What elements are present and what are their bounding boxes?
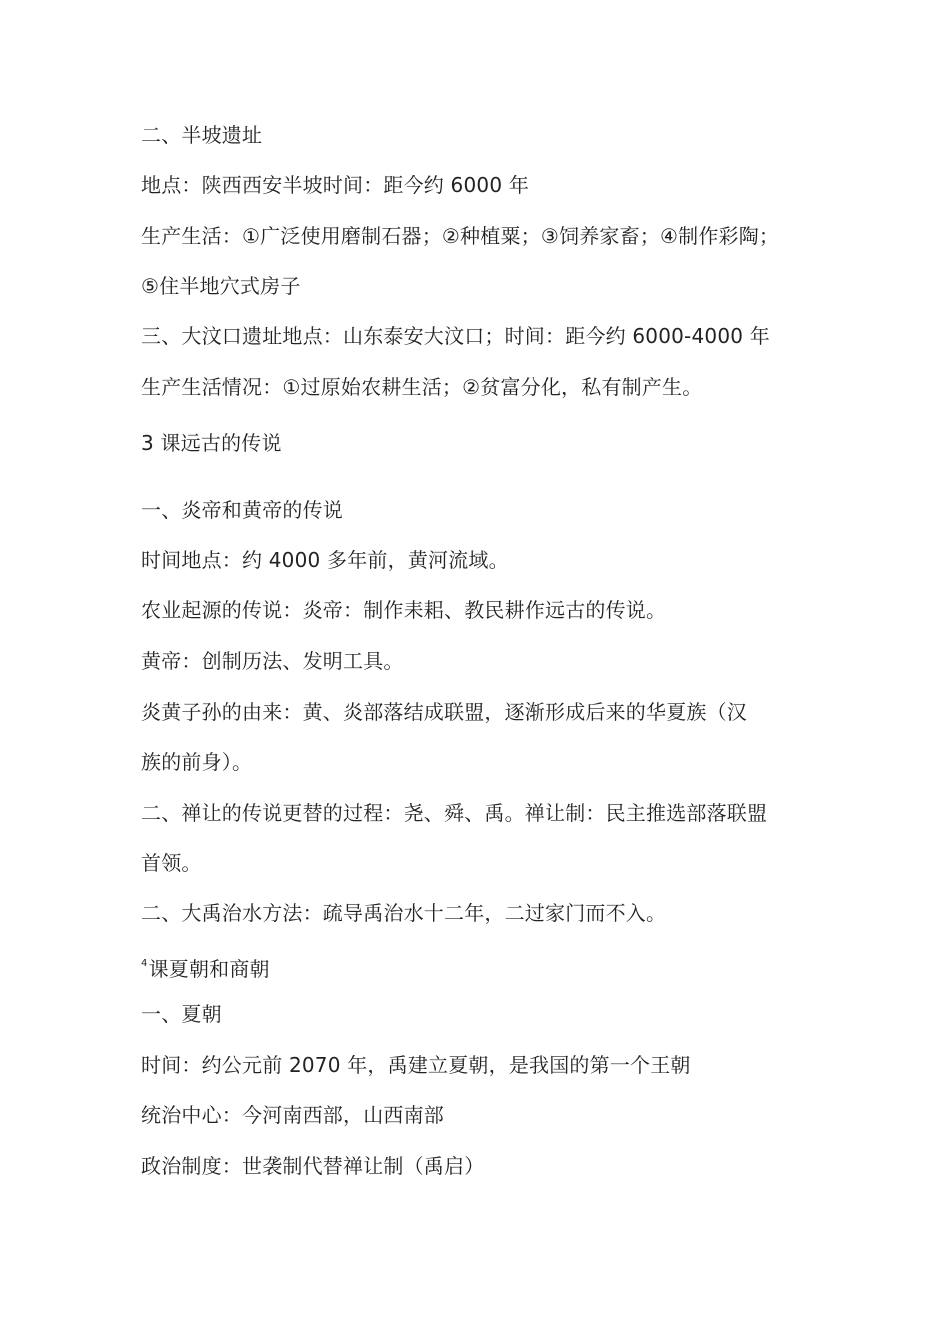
text-line: 农业起源的传说：炎帝：制作耒耜、教民耕作远古的传说。 [141,598,667,622]
text-line: 政治制度：世袭制代替禅让制（禹启） [141,1154,485,1178]
text-line: ⑤住半地穴式房子 [141,274,301,298]
text-line: 生产生活：①广泛使用磨制石器；②种植粟；③饲养家畜；④制作彩陶； [141,224,780,248]
text-line: 生产生活情况：①过原始农耕生活；②贫富分化，私有制产生。 [141,375,703,399]
text-line: 时间：约公元前 2070 年，禹建立夏朝，是我国的第一个王朝 [141,1053,691,1077]
lesson-title-4 [141,950,821,983]
section-heading-yandi-huangdi: 一、炎帝和黄帝的传说 [141,498,343,522]
text-line: 炎黄子孙的由来：黄、炎部落结成联盟，逐渐形成后来的华夏族（汉 [141,700,747,724]
section-heading-xia: 一、夏朝 [141,1002,222,1026]
section-heading-banpo: 二、半坡遗址 [141,123,263,147]
text-line: 首领。 [141,851,202,875]
lesson-title-3: 3 课远古的传说 [141,431,282,455]
section-heading-shanrang: 二、禅让的传说更替的过程：尧、舜、禹。禅让制：民主推选部落联盟 [141,801,768,825]
text-line: 族的前身）。 [141,750,253,774]
section-heading-dayu: 二、大禹治水方法：疏导禹治水十二年，二过家门而不入。 [141,901,667,925]
text-line: 黄帝：创制历法、发明工具。 [141,649,404,673]
lesson-number: 4 [141,958,148,969]
text-line: 统治中心：今河南西部，山西南部 [141,1103,444,1127]
text-line: 时间地点：约 4000 多年前，黄河流域。 [141,548,509,572]
section-heading-dawenkou: 三、大汶口遗址地点：山东泰安大汶口；时间：距今约 6000-4000 年 [141,324,770,348]
text-line: 地点：陕西西安半坡时间：距今约 6000 年 [141,173,530,197]
lesson-title-text: 课夏朝和商朝 [148,957,270,981]
